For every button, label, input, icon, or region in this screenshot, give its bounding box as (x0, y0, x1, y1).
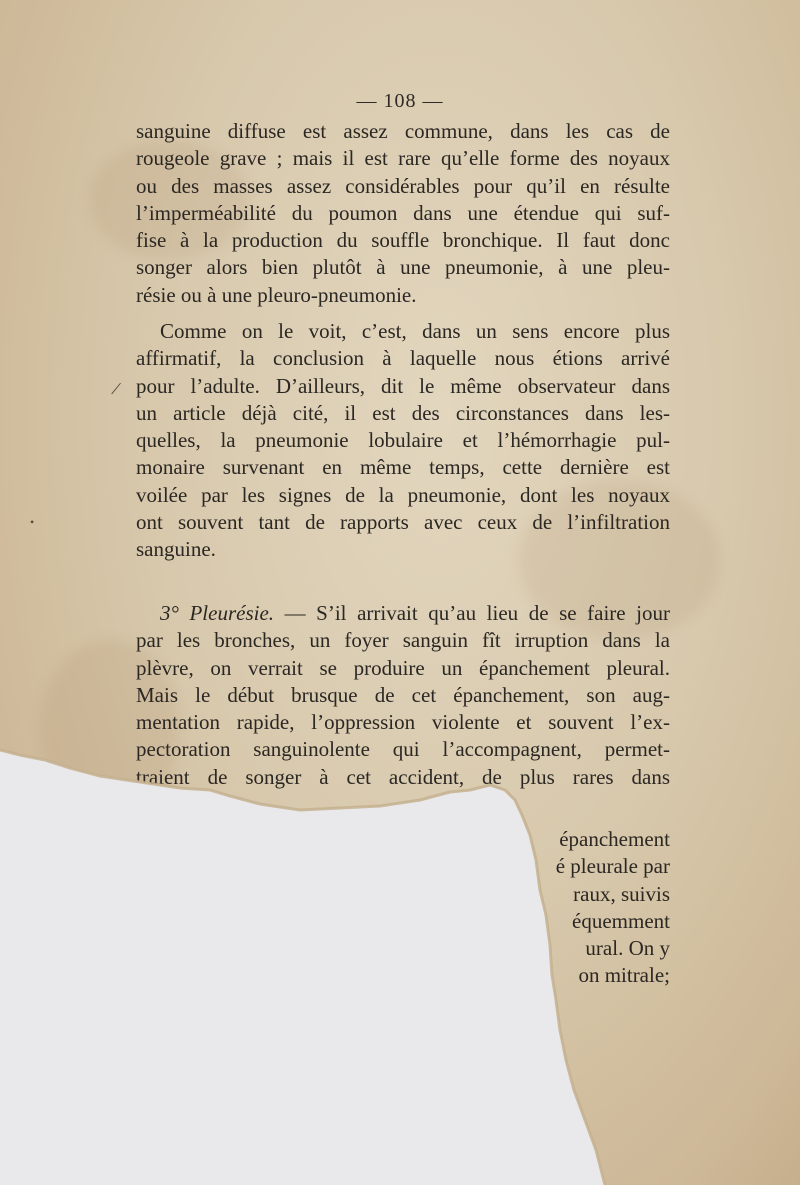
text-line: monaire survenant en même temps, cette dernière est (136, 455, 670, 480)
text-line: rougeole grave ; mais il est rare qu’elle forme des noyaux (136, 146, 670, 171)
text-line: épanchement (559, 827, 670, 851)
text-line: pour l’adulte. D’ailleurs, dit le même observateur dans (136, 373, 670, 398)
text-line: un article déjà cité, il est des circonstances dans les- (136, 400, 670, 425)
text-line: raux, suivis (573, 881, 670, 906)
text-line: résie ou à une pleuro-pneumonie. (136, 282, 417, 307)
section-title: 3° Pleurésie. (160, 601, 275, 625)
text-line: quelles, la pneumonie lobulaire et l’hémorrhagie pul- (136, 428, 670, 453)
text-line: sanguine. (136, 537, 216, 562)
text-line: fise à la production du souffle bronchique. Il faut donc (136, 228, 670, 253)
text-line: traient de songer à cet accident, de plus rares dans (136, 764, 670, 789)
text-line: pectoration sanguinolente qui l’accompagnent, permet- (136, 737, 670, 762)
text-line: é pleurale par (555, 854, 670, 879)
text-line: on mitrale; (578, 963, 670, 988)
text-line: ural. On y (585, 936, 670, 961)
margin-dot: • (30, 515, 35, 529)
text-line: par les bronches, un foyer sanguin fît irruption dans la (136, 628, 670, 653)
text-line: voilée par les signes de la pneumonie, dont les noyaux (136, 482, 670, 507)
text-line: équemment (572, 908, 670, 933)
text-line: plèvre, on verrait se produire un épanchement pleural. (136, 655, 670, 680)
text-line: songer alors bien plutôt à une pneumonie, à une pleu- (136, 255, 670, 280)
page-number: — 108 — (356, 90, 444, 112)
text-line: affirmatif, la conclusion à laquelle nous étions arrivé (136, 346, 670, 371)
text-line: Mais le début brusque de cet épanchement, son aug- (136, 682, 670, 707)
text-fragment: — S’il arrivait qu’au lieu de se faire jour (284, 601, 671, 625)
margin-mark: / (109, 377, 123, 401)
text-line: sanguine diffuse est assez commune, dans les cas de (136, 119, 670, 143)
text-line: ou des masses assez considérables pour qu’il en résulte (136, 173, 670, 198)
text-line: l’imperméabilité du poumon dans une étendue qui suf- (136, 200, 670, 225)
text-line: mentation rapide, l’oppression violente et souvent l’ex- (136, 710, 670, 735)
text-line: ont souvent tant de rapports avec ceux de l’infiltration (136, 510, 670, 535)
text-line: Comme on le voit, c’est, dans un sens encore plus (160, 319, 670, 343)
